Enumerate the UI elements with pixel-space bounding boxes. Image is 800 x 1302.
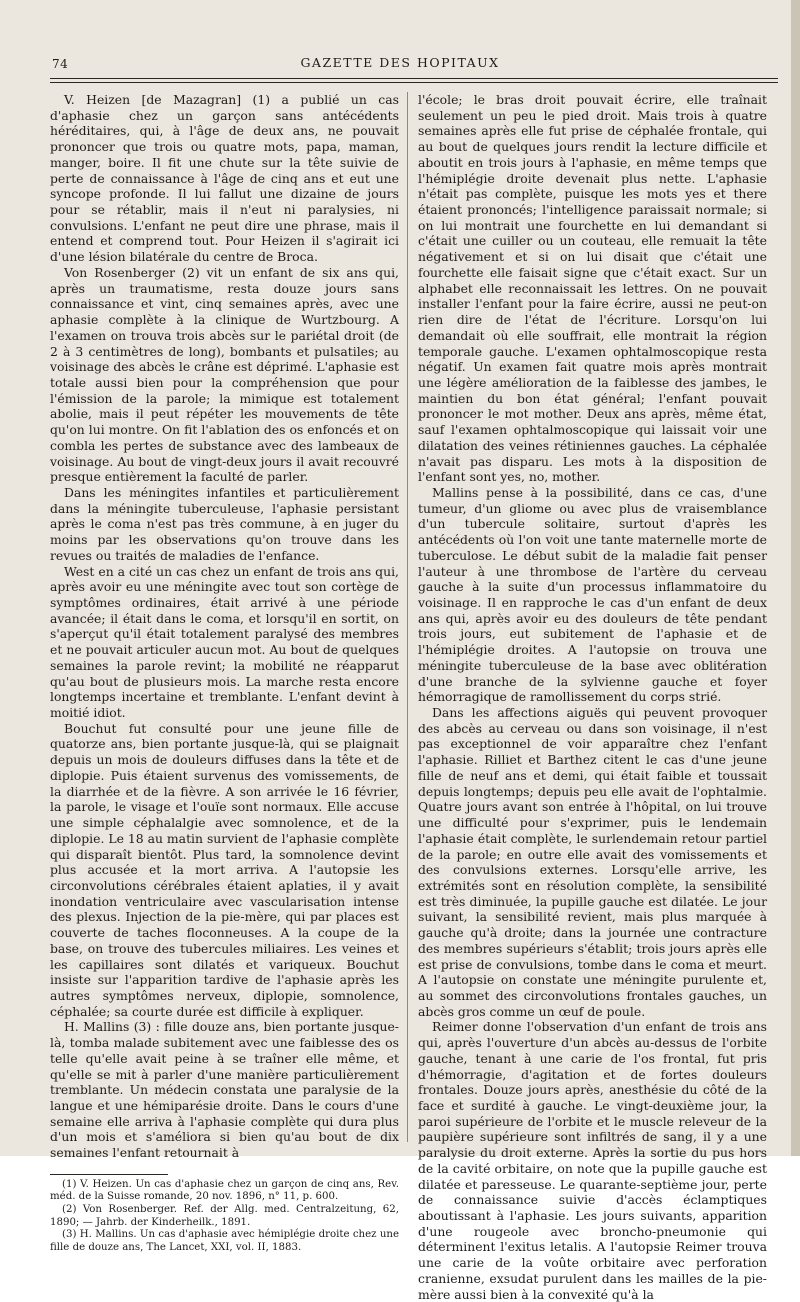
paragraph-continuation: l'école; le bras droit pouvait écrire, elle traînait seulement un peu le pied droit. Mais trois à quatre semaines après elle fut prise de céphalée frontale, qui au bout de quelques jours rendit la lecture difficile et aboutit en trois jours à l'aphasie, en même temps que l'hémiplégie droite devenait plus nette. L'aphasie n'était pas complète, puisque les mots yes et there étaient prononcés; l'intelligence paraissait normale; si on lui montrait une fourchette en lui demandant si c'était une cuiller ou un couteau, elle remuait la tête négativement et si on lui disait que c'était une fourchette elle faisait signe que c'était exact. Sur un alphabet elle reconnaissait les lettres. On ne pouvait installer l'enfant pour la faire écrire, aussi ne peut-on rien dire de l'état de l'écriture. Lorsqu'on lui demandait où elle souffrait, elle montrait la région temporale gauche. L'examen ophtalmoscopique resta négatif. Un examen fait quatre mois après montrait une légère amélioration de la faiblesse des jambes, le maintien du bon état général; l'enfant pouvait prononcer le mot mother. Deux ans après, même état, sauf l'examen ophtalmoscopique qui laissait voir une dilatation des veines rétiniennes gauches. La céphalée n'avait pas disparu. Les mots à la disposition de l'enfant sont yes, no, mother. <box>418 92 767 485</box>
header-rule-top <box>50 78 778 79</box>
right-column <box>418 92 767 1302</box>
running-title: GAZETTE DES HOPITAUX <box>300 55 500 70</box>
page-header <box>0 48 800 74</box>
paragraph-reimer: Reimer donne l'observation d'un enfant de trois ans qui, après l'ouverture d'un abcès au-dessus de l'orbite gauche, tenant à une carie de l'os frontal, fut pris d'hémorragie, d'agitation et de fortes douleurs frontales. Douze jours après, anesthésie du côté de la face et surdité à gauche. Le vingt-deuxième jour, la paroi supérieure de l'orbite et le muscle releveur de la paupière supérieure sont infiltrés de sang, il y a une paralysie du droit externe. Après la sortie du pus hors de la cavité orbitaire, on note que la pupille gauche est dilatée et paresseuse. Le quarante-septième jour, perte de connaissance suivie d'accès éclamptiques aboutissant à l'aphasie. Les jours suivants, apparition d'une rougeole avec broncho-pneumonie qui déterminent l'exitus letalis. A l'autopsie Reimer trouva une carie de la voûte orbitaire avec perforation cranienne, exsudat purulent dans les mailles de la pie-mère aussi bien à la convexité qu'à la <box>418 1019 767 1302</box>
paragraph-affections-aigues: Dans les affections aiguës qui peuvent provoquer des abcès au cerveau ou dans son voisinage, il n'est pas exceptionnel de voir apparaître chez l'enfant l'aphasie. Rilliet et Barthez citent le cas d'une jeune fille de neuf ans et demi, qui était faible et toussait depuis longtemps; depuis peu elle avait de l'ophtalmie. Quatre jours avant son entrée à l'hôpital, on lui trouve une difficulté pour s'exprimer, puis le lendemain l'aphasie était complète, le surlendemain retour partiel de la parole; en outre elle avait des vomissements et des convulsions externes. Lorsqu'elle arrive, les extrémités sont en résolution complète, la sensibilité est très diminuée, la pupille gauche est dilatée. Le jour suivant, la sensibilité revient, mais plus marquée à gauche qu'à droite; dans la journée une contracture des membres supérieurs s'établit; trois jours après elle est prise de convulsions, tombe dans le coma et meurt. A l'autopsie on constate une méningite purulente et, au sommet des circonvolutions frontales gauches, un abcès gros comme un œuf de poule. <box>418 705 767 1019</box>
paragraph-bouchut: Bouchut fut consulté pour une jeune fille de quatorze ans, bien portante jusque-là, qui se plaignait depuis un mois de douleurs diffuses dans la tête et de diplopie. Puis étaient survenus des vomissements, de la diarrhée et de la fièvre. A son arrivée le 16 février, la parole, le visage et l'ouïe sont normaux. Elle accuse une simple céphalalgie avec somnolence, et de la diplopie. Le 18 au matin survient de l'aphasie complète qui disparaît bientôt. Plus tard, la somnolence devint plus accusée et la mort arriva. A l'autopsie les circonvolutions cérébrales étaient aplaties, il y avait inondation ventriculaire avec vascularisation intense des plexus. Injection de la pie-mère, qui par places est couverte de taches floconneuses. A la coupe de la base, on trouve des tubercules miliaires. Les veines et les capillaires sont dilatés et variqueux. Bouchut insiste sur l'apparition tardive de l'aphasie après les autres symptômes nerveux, diplopie, somnolence, céphalée; sa courte durée est difficile à expliquer. <box>50 720 399 1019</box>
footnote-3: (3) H. Mallins. Un cas d'aphasie avec hémiplégie droite chez une fille de douze ans, The Lancet, XXI, vol. II, 1883. <box>50 1229 399 1253</box>
footnote-2: (2) Von Rosenberger. Ref. der Allg. med. Centralzeitung, 62, 1890; — Jahrb. der Kinderheilk., 1891. <box>50 1204 399 1228</box>
footnote-rule <box>50 1174 168 1175</box>
paragraph-rosenberger: Von Rosenberger (2) vit un enfant de six ans qui, après un traumatisme, resta douze jours sans connaissance et vint, cinq semaines après, avec une aphasie complète à la clinique de Wurtzbourg. A l'examen on trouva trois abcès sur le pariétal droit (de 2 à 3 centimètres de long), bombants et pulsatiles; au voisinage des abcès le crâne est déprimé. L'aphasie est totale aussi bien pour la compréhension que pour l'émission de la parole; la mimique est totalement abolie, mais il peut répéter les mouvements de tête qu'on lui montre. On fit l'ablation des os enfoncés et on combla les pertes de substance avec des lambeaux de voisinage. Au bout de vingt-deux jours il avait recouvré presque entièrement la faculté de parler. <box>50 264 399 485</box>
column-separator <box>407 92 408 1142</box>
paragraph-mallins-tumeur: Mallins pense à la possibilité, dans ce cas, d'une tumeur, d'un gliome ou avec plus de vraisemblance d'un tubercule solitaire, surtout d'après les antécédents où l'on voit une tante maternelle morte de tuberculose. Le début subit de la maladie fait penser l'auteur à une thrombose de l'artère du cerveau gauche à la suite d'un processus inflammatoire du voisinage. Il en rapproche le cas d'un enfant de deux ans qui, après avoir eu des douleurs de tête pendant trois jours, eut subitement de l'aphasie et de l'hémiplégie droites. A l'autopsie on trouva une méningite tuberculeuse de la base avec oblitération d'une branche de la sylvienne gauche et foyer hémorragique de ramollissement du corps strié. <box>418 484 767 705</box>
page-number: 74 <box>52 57 69 71</box>
left-column <box>50 92 399 1254</box>
paragraph-meningites: Dans les méningites infantiles et particulièrement dans la méningite tuberculeuse, l'aphasie persistant après le coma n'est pas très commune, à en juger du moins par les observations qu'on trouve dans les revues ou traités de maladies de l'enfance. <box>50 484 399 563</box>
header-rule-bottom <box>50 82 778 83</box>
footnote-1: (1) V. Heizen. Un cas d'aphasie chez un garçon de cinq ans, Rev. méd. de la Suisse romande, 20 nov. 1896, n° 11, p. 600. <box>50 1178 399 1203</box>
paragraph-heizen: V. Heizen [de Mazagran] (1) a publié un cas d'aphasie chez un garçon sans antécédents héréditaires, qui, à l'âge de deux ans, ne pouvait prononcer que trois ou quatre mots, papa, maman, manger, boire. Il fit une chute sur la tête suivie de perte de connaissance à l'âge de cinq ans et eut une syncope profonde. Il lui fallut une dizaine de jours pour se rétablir, mais il n'eut ni paralysies, ni convulsions. L'enfant ne peut dire une phrase, mais il entend et comprend tout. Pour Heizen il s'agirait ici d'une lésion bilatérale du centre de Broca. <box>50 92 399 265</box>
paragraph-west: West en a cité un cas chez un enfant de trois ans qui, après avoir eu une méningite avec tout son cortège de symptômes ordinaires, était arrivé à une période avancée; il était dans le coma, et lorsqu'il en sortit, on s'aperçut qu'il était totalement paralysé des membres et ne pouvait articuler aucun mot. Au bout de quelques semaines la parole revint; la mobilité ne réapparut qu'au bout de plusieurs mois. La marche resta encore longtemps incertaine et tremblante. L'enfant devint à moitié idiot. <box>50 563 399 721</box>
paragraph-mallins: H. Mallins (3) : fille douze ans, bien portante jusque-là, tomba malade subitement avec une faiblesse des os telle qu'elle avait peine à se traîner elle même, et qu'elle se mit à parler d'une manière particulièrement tremblante. Un médecin constata une paralysie de la langue et une hémiparésie droite. Dans le cours d'une semaine elle arriva à l'aphasie complète qui dura plus d'un mois et s'améliora si bien qu'au bout de dix semaines l'enfant retournait à <box>50 1019 399 1161</box>
page-edge-shadow <box>791 0 800 1156</box>
